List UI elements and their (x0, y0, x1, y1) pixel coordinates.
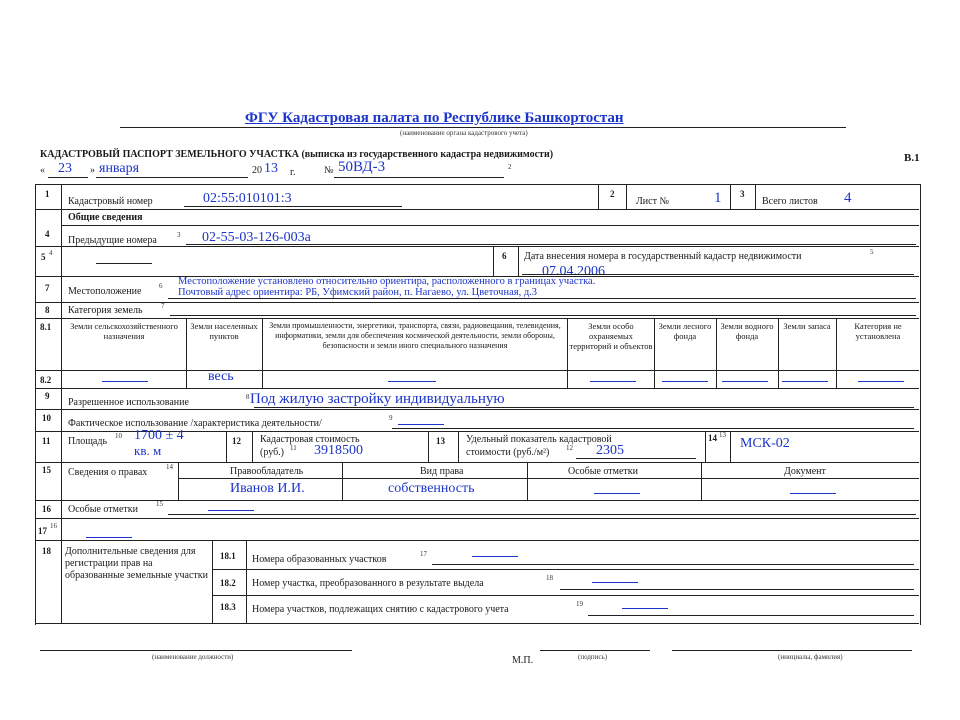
cadastral-value-sup: 11 (290, 444, 297, 452)
location-sup: 6 (159, 282, 163, 290)
row-line-gen (61, 225, 919, 226)
row-14-value: МСК-02 (740, 436, 790, 451)
specific-value-line (576, 458, 696, 459)
row-18-3-label: Номера участков, подлежащих снятию с кадастрового учета (252, 604, 509, 615)
cat-div-4 (654, 318, 655, 388)
row-line-8 (35, 318, 919, 319)
date-entered-line (522, 274, 914, 275)
cadastral-number-value: 02:55:010101:3 (203, 191, 292, 206)
row-14-sup: 13 (719, 431, 726, 439)
r11-div-f (730, 431, 731, 462)
r18-div-b (246, 540, 247, 623)
rights-header-document: Документ (784, 466, 826, 477)
row-17-number: 17 (38, 526, 47, 536)
signature-caption: (подпись) (578, 653, 608, 661)
row-8-1-number: 8.1 (40, 322, 52, 332)
row-line-15a (178, 478, 919, 479)
actual-use-sup: 9 (389, 414, 393, 422)
r18-div-a (212, 540, 213, 623)
extra-info-label: Дополнительные сведения для регистрации прав на образованные земельные участки (65, 546, 209, 581)
date-open-quote: « (40, 165, 45, 176)
rights-header-holder: Правообладатель (230, 466, 304, 477)
permitted-use-sup: 8 (246, 393, 250, 401)
stamp-label: М.П. (512, 655, 534, 666)
permitted-use-value: Под жилую застройку индивидуальную (250, 391, 505, 407)
organ-name: ФГУ Кадастровая палата по Республике Башкортостан (245, 110, 624, 126)
location-line (168, 298, 916, 299)
rights-holder-value: Иванов И.И. (230, 481, 305, 496)
row-18-2-number: 18.2 (220, 578, 236, 588)
cadastral-value-label-2: (руб.) (260, 447, 284, 458)
number-column-divider (61, 184, 62, 624)
organ-caption: (наименование органа кадастрового учета) (400, 129, 528, 137)
specific-value-label-1: Удельный показатель кадастровой (466, 434, 612, 445)
cat-empty-protected (590, 381, 636, 382)
row-3-number: 3 (740, 189, 745, 199)
area-unit: кв. м (134, 443, 162, 458)
rights-header-type: Вид права (420, 466, 464, 477)
row-10-number: 10 (42, 413, 51, 423)
r11-div-c (428, 431, 429, 462)
signature-line (540, 650, 650, 651)
total-sheets-label: Всего листов (762, 196, 818, 207)
sheet-number-label: Лист № (636, 196, 669, 207)
row-18-1-empty (472, 556, 518, 557)
organ-name-line (120, 127, 846, 128)
row-18-2-line (560, 589, 914, 590)
rights-marks-empty (594, 493, 640, 494)
r1-div-a (598, 184, 599, 209)
date-close-quote: » (90, 165, 95, 176)
position-caption: (наименование должности) (152, 653, 234, 661)
cat-div-2 (262, 318, 263, 388)
row-18-3-sup: 19 (576, 600, 583, 608)
row-8-number: 8 (45, 305, 50, 315)
date-day: 23 (58, 161, 72, 176)
row-line-4 (35, 246, 919, 247)
category-header-unset: Категория не установлена (854, 321, 902, 341)
date-superscript: 2 (508, 163, 512, 171)
category-header-industry: Земли промышленности, энергетики, транспорта, связи, радиовещания, телевидения, информатики, земли для обеспечения космической деятельности, земли обороны, безопасности и земли иного специального назначения (269, 321, 561, 350)
row-18-number: 18 (42, 546, 51, 556)
permitted-use-label: Разрешенное использование (68, 397, 189, 408)
date-year-suffix: 13 (264, 161, 278, 176)
r15-div-b (342, 462, 343, 500)
r11-div-d (458, 431, 459, 462)
row-5-sup: 4 (49, 249, 53, 257)
r15-div-c (527, 462, 528, 500)
r6-div-b (518, 246, 519, 276)
row-18-2-empty (592, 582, 638, 583)
row-8-2-number: 8.2 (40, 375, 52, 385)
special-marks-label: Особые отметки (68, 504, 138, 515)
previous-numbers-value: 02-55-03-126-003а (202, 230, 311, 245)
location-value-line-2: Почтовый адрес ориентира: РБ, Уфимский район, п. Нагаево, ул. Цветочная, д.3 (178, 287, 538, 298)
row-13-number: 13 (436, 436, 445, 446)
row-line-end (35, 623, 919, 624)
rights-type-value: собственность (388, 481, 475, 496)
rights-label: Сведения о правах (68, 467, 148, 478)
cat-empty-water (722, 381, 768, 382)
category-label: Категория земель (68, 305, 143, 316)
actual-use-label: Фактическое использование /характеристика деятельности/ (68, 418, 322, 429)
row-2-number: 2 (610, 189, 615, 199)
document-title: КАДАСТРОВЫЙ ПАСПОРТ ЗЕМЕЛЬНОГО УЧАСТКА (выписка из государственного кадастра недвижимости) (40, 149, 554, 160)
row-line-81 (35, 370, 919, 371)
date-month: января (99, 161, 140, 176)
position-line (40, 650, 352, 651)
row-18-3-empty (622, 608, 668, 609)
r6-div-a (493, 246, 494, 276)
area-value: 1700 ± 4 (134, 428, 184, 443)
row-line-9 (35, 409, 919, 410)
row-1-number: 1 (45, 189, 50, 199)
row-line-17 (35, 540, 919, 541)
actual-use-empty (398, 424, 444, 425)
cadastral-number-line (184, 206, 402, 207)
row-17-empty (86, 537, 132, 538)
row-4-number: 4 (45, 229, 50, 239)
r11-div-b (252, 431, 253, 462)
date-day-line (48, 177, 88, 178)
row-line-181 (212, 569, 919, 570)
sheet-number-value: 1 (714, 190, 722, 206)
permitted-use-line (254, 407, 914, 408)
special-marks-empty (208, 510, 254, 511)
specific-value-sup: 12 (566, 444, 573, 452)
cat-div-6 (778, 318, 779, 388)
category-header-reserve: Земли запаса (783, 321, 831, 331)
category-header-protected: Земли особо охраняемых территорий и объектов (569, 321, 653, 351)
form-code: В.1 (904, 152, 920, 164)
row-18-1-sup: 17 (420, 550, 427, 558)
total-sheets-value: 4 (844, 190, 852, 206)
location-label: Местоположение (68, 286, 142, 297)
r15-div-a (178, 462, 179, 500)
row-18-3-number: 18.3 (220, 602, 236, 612)
name-caption: (инициалы, фамилия) (778, 653, 843, 661)
category-sup: 7 (161, 302, 165, 310)
r1-div-b (626, 184, 627, 209)
number-sign: № (324, 165, 334, 176)
area-sup: 10 (115, 432, 122, 440)
cadastral-value-label-1: Кадастровая стоимость (260, 434, 360, 445)
date-entered-sup: 5 (870, 248, 874, 256)
date-month-line (96, 177, 248, 178)
r11-div-e (705, 431, 706, 462)
row-18-2-sup: 18 (546, 574, 553, 582)
row-11-number: 11 (42, 436, 51, 446)
general-info-heading: Общие сведения (68, 212, 143, 223)
row-5-number: 5 (41, 252, 46, 262)
r15-div-d (701, 462, 702, 500)
row-7-number: 7 (45, 283, 50, 293)
row-16-number: 16 (42, 504, 51, 514)
cat-empty-industry (388, 381, 436, 382)
row-line-16 (35, 518, 919, 519)
row-line-82 (35, 388, 919, 389)
category-header-water: Земли водного фонда (720, 321, 774, 341)
previous-numbers-line (186, 244, 916, 245)
cadastral-number-label: Кадастровый номер (68, 196, 153, 207)
category-line (170, 315, 916, 316)
rights-header-marks: Особые отметки (568, 466, 638, 477)
location-value-line-1: Местоположение установлено относительно ориентира, расположенного в границах участка. (178, 276, 596, 287)
row-line-7 (35, 302, 919, 303)
previous-numbers-label: Предыдущие номера (68, 235, 157, 246)
category-header-forest: Земли лесного фонда (658, 321, 712, 341)
specific-value: 2305 (596, 443, 624, 458)
date-year-prefix: 20 (252, 165, 262, 176)
category-selected-value: весь (208, 369, 234, 384)
row-14-number: 14 (708, 433, 717, 443)
cat-empty-forest (662, 381, 708, 382)
specific-value-label-2: стоимости (руб./м²) (466, 447, 550, 458)
row-18-2-label: Номер участка, преобразованного в результате выдела (252, 578, 484, 589)
row-12-number: 12 (232, 436, 241, 446)
row-line-15 (35, 500, 919, 501)
row-5-blank-line (96, 263, 152, 264)
row-17-sup: 16 (50, 522, 57, 530)
actual-use-line (392, 428, 914, 429)
cat-empty-unset (858, 381, 904, 382)
cat-div-7 (836, 318, 837, 388)
row-6-number: 6 (502, 251, 507, 261)
special-marks-sup: 15 (156, 500, 163, 508)
special-marks-line (168, 514, 916, 515)
cat-div-5 (716, 318, 717, 388)
row-18-3-line (588, 615, 914, 616)
year-abbrev: г. (290, 167, 296, 178)
r11-div-a (226, 431, 227, 462)
row-line-182 (212, 595, 919, 596)
cat-empty-agri (102, 381, 148, 382)
cat-div-1 (186, 318, 187, 388)
rights-document-empty (790, 493, 836, 494)
row-9-number: 9 (45, 391, 50, 401)
date-entered-label: Дата внесения номера в государственный кадастр недвижимости (524, 251, 802, 262)
row-18-1-number: 18.1 (220, 551, 236, 561)
previous-numbers-sup: 3 (177, 231, 181, 239)
row-line-1 (35, 209, 919, 210)
date-entered-value: 07.04.2006 (542, 264, 605, 279)
r1-div-c (730, 184, 731, 209)
row-15-number: 15 (42, 465, 51, 475)
name-line (672, 650, 912, 651)
r1-div-d (755, 184, 756, 209)
cat-div-3 (567, 318, 568, 388)
category-header-settlements: Земли населенных пунктов (190, 321, 258, 341)
cat-empty-reserve (782, 381, 828, 382)
category-header-agri: Земли сельскохозяйственного назначения (70, 321, 178, 341)
area-label: Площадь (68, 436, 107, 447)
rights-sup: 14 (166, 463, 173, 471)
row-18-1-line (432, 564, 914, 565)
document-number: 50ВД-3 (338, 159, 386, 175)
doc-number-line (334, 177, 504, 178)
cadastral-value: 3918500 (314, 443, 363, 458)
row-18-1-label: Номера образованных участков (252, 554, 387, 565)
